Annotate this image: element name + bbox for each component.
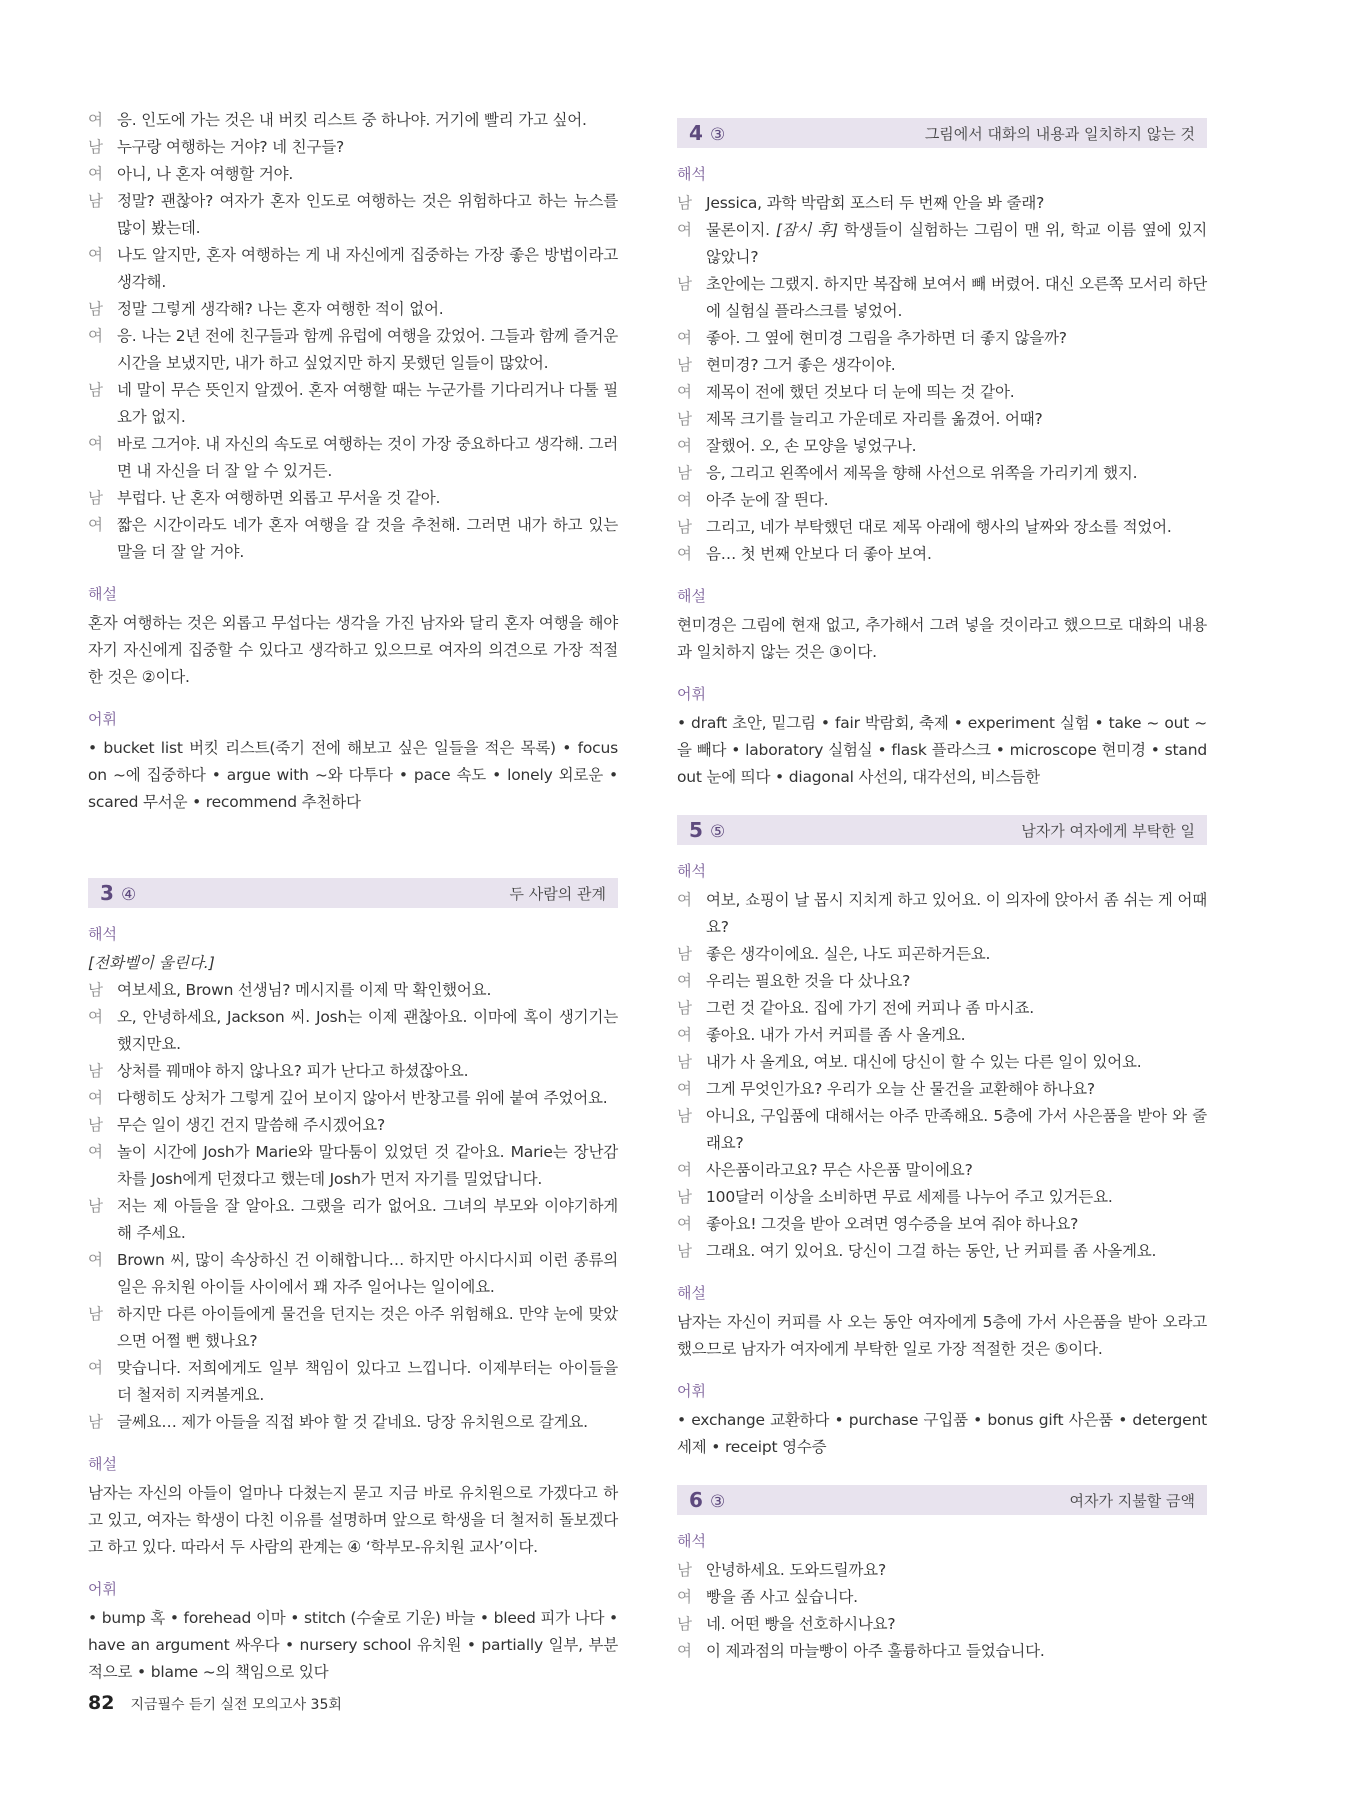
dialogue-line	[677, 433, 1207, 460]
speaker-label: 여	[677, 1026, 692, 1044]
dialogue-text: 사은품이라고요? 무슨 사은품 말이에요?	[706, 1161, 973, 1179]
dialogue-text: 정말 그렇게 생각해? 나는 혼자 여행한 적이 없어.	[117, 300, 444, 318]
dialogue-text: 빵을 좀 사고 싶습니다.	[706, 1588, 858, 1606]
section-label: 해설	[88, 585, 117, 603]
dialogue-line	[677, 1157, 1207, 1184]
dialogue-block	[677, 887, 1207, 1265]
page-footer	[88, 1692, 342, 1714]
dialogue-line	[677, 406, 1207, 433]
dialogue-line	[88, 296, 618, 323]
dialogue-text: 바로 그거야. 내 자신의 속도로 여행하는 것이 가장 중요하다고 생각해. 그러면 내 자신을 더 잘 알 수 있거든.	[117, 435, 618, 480]
speaker-label: 남	[677, 518, 692, 536]
dialogue-text: 우리는 필요한 것을 다 샀나요?	[706, 972, 911, 990]
speaker-label: 여	[677, 1161, 692, 1179]
speaker-label: 여	[88, 1089, 103, 1107]
section-label: 해석	[677, 165, 706, 183]
speaker-label: 남	[88, 1413, 103, 1431]
section-label: 해설	[677, 587, 706, 605]
speaker-label: 여	[88, 1008, 103, 1026]
speaker-label: 남	[677, 464, 692, 482]
speaker-label: 여	[88, 1143, 103, 1161]
dialogue-text: 현미경? 그거 좋은 생각이야.	[706, 356, 896, 374]
speaker-label: 여	[88, 165, 103, 183]
page-number: 82	[88, 1692, 115, 1714]
speaker-label: 남	[677, 194, 692, 212]
dialogue-text: 100달러 이상을 소비하면 무료 세제를 나누어 주고 있거든요.	[706, 1188, 1113, 1206]
section-label: 해석	[88, 925, 117, 943]
dialogue-line	[677, 1211, 1207, 1238]
speaker-label: 남	[88, 1305, 103, 1323]
question-number: 4	[689, 121, 703, 145]
dialogue-text: 좋아. 그 옆에 현미경 그림을 추가하면 더 좋지 않을까?	[706, 329, 1067, 347]
dialogue-text: 응. 인도에 가는 것은 내 버킷 리스트 중 하나야. 거기에 빨리 가고 싶어.	[117, 111, 587, 129]
section-label: 해석	[677, 862, 706, 880]
speaker-label: 남	[88, 300, 103, 318]
question-title: 남자가 여자에게 부탁한 일	[1021, 821, 1195, 840]
dialogue-text: 초안에는 그랬지. 하지만 복잡해 보여서 빼 버렸어. 대신 오른쪽 모서리 하단에 실험실 플라스크를 넣었어.	[706, 275, 1207, 320]
answer-mark: ⑤	[710, 822, 726, 842]
explanation-text: 혼자 여행하는 것은 외롭고 무섭다는 생각을 가진 남자와 달리 혼자 여행을 해야 자기 자신에게 집중할 수 있다고 생각하고 있으므로 여자의 의견으로 가장 적절한 것은 ②이다.	[88, 614, 618, 686]
speaker-label: 여	[677, 491, 692, 509]
dialogue-text: 정말? 괜찮아? 여자가 혼자 인도로 여행하는 것은 위험하다고 하는 뉴스를 많이 봤는데.	[117, 192, 618, 237]
dialogue-text: 제목 크기를 늘리고 가운데로 자리를 옮겼어. 어때?	[706, 410, 1043, 428]
book-title: 지금필수 듣기 실전 모의고사 35회	[130, 1697, 342, 1713]
dialogue-text: Brown 씨, 많이 속상하신 건 이해합니다… 하지만 아시다시피 이런 종류의 일은 유치원 아이들 사이에서 꽤 자주 일어나는 일이에요.	[117, 1251, 618, 1296]
dialogue-line	[677, 1611, 1207, 1638]
dialogue-text: 오, 안녕하세요, Jackson 씨. Josh는 이제 괜찮아요. 이마에 혹이 생기기는 했지만요.	[117, 1008, 618, 1053]
speaker-label: 남	[88, 381, 103, 399]
dialogue-block	[88, 977, 618, 1436]
dialogue-text: 네 말이 무슨 뜻인지 알겠어. 혼자 여행할 때는 누군가를 기다리거나 다툴 필요가 없지.	[117, 381, 618, 426]
dialogue-text: 다행히도 상처가 그렇게 깊어 보이지 않아서 반창고를 위에 붙여 주었어요.	[117, 1089, 608, 1107]
question-number: 6	[689, 1488, 703, 1512]
dialogue-line	[88, 485, 618, 512]
left-column	[88, 107, 618, 1686]
speaker-label: 남	[88, 981, 103, 999]
speaker-label: 남	[677, 1053, 692, 1071]
dialogue-text: 그리고, 네가 부탁했던 대로 제목 아래에 행사의 날짜와 장소를 적었어.	[706, 518, 1172, 536]
speaker-label: 여	[88, 516, 103, 534]
vocab-text: • bucket list 버킷 리스트(죽기 전에 해보고 싶은 일들을 적은 목록) • focus on ~에 집중하다 • argue with ~와 다투다 • pace 속도 • lonely 외로운 • scared 무서운 • recommend 추천하다	[88, 739, 618, 811]
speaker-label: 여	[677, 329, 692, 347]
speaker-label: 남	[88, 1197, 103, 1215]
section-label: 해설	[88, 1455, 117, 1473]
dialogue-line	[88, 161, 618, 188]
dialogue-text: 부럽다. 난 혼자 여행하면 외롭고 무서울 것 같아.	[117, 489, 441, 507]
dialogue-line	[677, 995, 1207, 1022]
dialogue-text: 맞습니다. 저희에게도 일부 책임이 있다고 느낍니다. 이제부터는 아이들을 더 철저히 지켜볼게요.	[117, 1359, 618, 1404]
dialogue-block	[677, 1557, 1207, 1665]
section-label: 어휘	[677, 685, 706, 703]
speaker-label: 여	[88, 246, 103, 264]
question-title: 여자가 지불할 금액	[1069, 1491, 1195, 1510]
speaker-label: 여	[677, 1080, 692, 1098]
dialogue-line	[677, 217, 1207, 271]
dialogue-text: 안녕하세요. 도와드릴까요?	[706, 1561, 886, 1579]
dialogue-text: 아니요, 구입품에 대해서는 아주 만족해요. 5층에 가서 사은품을 받아 와 줄래요?	[706, 1107, 1207, 1152]
speaker-label: 여	[677, 437, 692, 455]
speaker-label: 남	[677, 945, 692, 963]
question-title: 그림에서 대화의 내용과 일치하지 않는 것	[924, 124, 1195, 143]
question-title: 두 사람의 관계	[509, 884, 606, 903]
dialogue-text: 그래요. 여기 있어요. 당신이 그걸 하는 동안, 난 커피를 좀 사올게요.	[706, 1242, 1157, 1260]
speaker-label: 남	[677, 999, 692, 1017]
speaker-label: 남	[88, 138, 103, 156]
dialogue-line	[88, 1409, 618, 1436]
dialogue-line	[677, 541, 1207, 568]
speaker-label: 여	[88, 1251, 103, 1269]
dialogue-line	[88, 188, 618, 242]
section-label: 어휘	[88, 710, 117, 728]
vocab-text: • exchange 교환하다 • purchase 구입품 • bonus gift 사은품 • detergent 세제 • receipt 영수증	[677, 1411, 1207, 1456]
speaker-label: 남	[88, 1116, 103, 1134]
dialogue-line	[677, 1638, 1207, 1665]
dialogue-text: Jessica, 과학 박람회 포스터 두 번째 안을 봐 줄래?	[706, 194, 1045, 212]
dialogue-text: 나도 알지만, 혼자 여행하는 게 내 자신에게 집중하는 가장 좋은 방법이라고 생각해.	[117, 246, 618, 291]
right-column	[677, 107, 1207, 1665]
dialogue-text: 좋아요! 그것을 받아 오려면 영수증을 보여 줘야 하나요?	[706, 1215, 1079, 1233]
speaker-label: 여	[88, 327, 103, 345]
dialogue-text: 하지만 다른 아이들에게 물건을 던지는 것은 아주 위험해요. 만약 눈에 맞았으면 어쩔 뻔 했나요?	[117, 1305, 618, 1350]
dialogue-block	[677, 190, 1207, 568]
speaker-label: 남	[677, 410, 692, 428]
dialogue-line	[88, 1004, 618, 1058]
speaker-label: 여	[677, 972, 692, 990]
speaker-label: 남	[677, 1615, 692, 1633]
section-label: 어휘	[88, 1580, 117, 1598]
stage-direction: [전화벨이 울린다.]	[88, 954, 215, 972]
question-number: 5	[689, 818, 703, 842]
dialogue-line	[88, 242, 618, 296]
speaker-label: 남	[88, 192, 103, 210]
dialogue-line	[88, 431, 618, 485]
dialogue-line	[677, 941, 1207, 968]
speaker-label: 여	[677, 1588, 692, 1606]
dialogue-text: 여보, 쇼핑이 날 몹시 지치게 하고 있어요. 이 의자에 앉아서 좀 쉬는 게 어때요?	[706, 891, 1207, 936]
speaker-label: 남	[677, 1188, 692, 1206]
dialogue-line	[677, 460, 1207, 487]
dialogue-text: 네. 어떤 빵을 선호하시나요?	[706, 1615, 896, 1633]
dialogue-text: 짧은 시간이라도 네가 혼자 여행을 갈 것을 추천해. 그러면 내가 하고 있는 말을 더 잘 알 거야.	[117, 516, 618, 561]
speaker-label: 남	[677, 1107, 692, 1125]
answer-mark: ③	[710, 1492, 726, 1512]
speaker-label: 여	[677, 221, 692, 239]
dialogue-line	[88, 1139, 618, 1193]
dialogue-text: 상처를 꿰매야 하지 않나요? 피가 난다고 하셨잖아요.	[117, 1062, 469, 1080]
speaker-label: 남	[677, 1561, 692, 1579]
speaker-label: 여	[677, 1215, 692, 1233]
dialogue-line	[677, 1557, 1207, 1584]
vocab-text: • bump 혹 • forehead 이마 • stitch (수술로 기운) 바늘 • bleed 피가 나다 • have an argument 싸우다 • nursery school 유치원 • partially 일부, 부분적으로 • blame ~의 책임으로 있다	[88, 1609, 618, 1681]
speaker-label: 남	[677, 1242, 692, 1260]
speaker-label: 남	[88, 489, 103, 507]
dialogue-line	[88, 323, 618, 377]
dialogue-line	[677, 514, 1207, 541]
dialogue-text: 무슨 일이 생긴 건지 말씀해 주시겠어요?	[117, 1116, 386, 1134]
dialogue-line	[677, 190, 1207, 217]
dialogue-text: 잘했어. 오, 손 모양을 넣었구나.	[706, 437, 917, 455]
dialogue-line	[88, 1355, 618, 1409]
dialogue-text: 여보세요, Brown 선생님? 메시지를 이제 막 확인했어요.	[117, 981, 492, 999]
dialogue-text: 좋은 생각이에요. 실은, 나도 피곤하거든요.	[706, 945, 991, 963]
speaker-label: 남	[677, 275, 692, 293]
dialogue-line	[88, 1112, 618, 1139]
dialogue-text: 그런 것 같아요. 집에 가기 전에 커피나 좀 마시죠.	[706, 999, 1034, 1017]
dialogue-text: 응, 그리고 왼쪽에서 제목을 향해 사선으로 위쪽을 가리키게 했지.	[706, 464, 1138, 482]
dialogue-line	[677, 379, 1207, 406]
explanation-text: 남자는 자신의 아들이 얼마나 다쳤는지 묻고 지금 바로 유치원으로 가겠다고 하고 있고, 여자는 학생이 다친 이유를 설명하며 앞으로 학생을 더 철저히 돌보겠다고 하고 있다. 따라서 두 사람의 관계는 ④ ‘학부모-유치원 교사’이다.	[88, 1484, 618, 1556]
answer-mark: ④	[121, 885, 137, 905]
speaker-label: 여	[677, 891, 692, 909]
dialogue-line	[88, 377, 618, 431]
speaker-label: 남	[88, 1062, 103, 1080]
dialogue-text: 아주 눈에 잘 띈다.	[706, 491, 829, 509]
dialogue-text: 좋아요. 내가 가서 커피를 좀 사 올게요.	[706, 1026, 966, 1044]
vocab-text: • draft 초안, 밑그림 • fair 박람회, 축제 • experiment 실험 • take ~ out ~을 빼다 • laboratory 실험실 • flask 플라스크 • microscope 현미경 • stand out 눈에 띄다 • diagonal 사선의, 대각선의, 비스듬한	[677, 714, 1207, 786]
dialogue-text: 응. 나는 2년 전에 친구들과 함께 유럽에 여행을 갔었어. 그들과 함께 즐거운 시간을 보냈지만, 내가 하고 싶었지만 하지 못했던 일들이 많았어.	[117, 327, 618, 372]
dialogue-line	[88, 1193, 618, 1247]
dialogue-line	[88, 512, 618, 566]
question-header-6	[677, 1485, 1207, 1515]
dialogue-text: 음… 첫 번째 안보다 더 좋아 보여.	[706, 545, 932, 563]
dialogue-line	[677, 968, 1207, 995]
dialogue-text: 글쎄요… 제가 아들을 직접 봐야 할 것 같네요. 당장 유치원으로 갈게요.	[117, 1413, 588, 1431]
speaker-label: 여	[88, 111, 103, 129]
speaker-label: 여	[677, 1642, 692, 1660]
dialogue-text: 저는 제 아들을 잘 알아요. 그랬을 리가 없어요. 그녀의 부모와 이야기하게 해 주세요.	[117, 1197, 618, 1242]
explanation-text: 현미경은 그림에 현재 없고, 추가해서 그려 넣을 것이라고 했으므로 대화의 내용과 일치하지 않는 것은 ③이다.	[677, 616, 1207, 661]
answer-mark: ③	[710, 125, 726, 145]
dialogue-line	[677, 1076, 1207, 1103]
dialogue-line	[677, 1238, 1207, 1265]
question-header-4	[677, 118, 1207, 148]
dialogue-line	[677, 1049, 1207, 1076]
dialogue-line	[88, 1058, 618, 1085]
dialogue-line	[677, 487, 1207, 514]
dialogue-line	[88, 134, 618, 161]
speaker-label: 여	[677, 545, 692, 563]
section-label: 해석	[677, 1532, 706, 1550]
dialogue-text: 물론이지. [잠시 후] 학생들이 실험하는 그림이 맨 위, 학교 이름 옆에 있지 않았니?	[706, 221, 1207, 266]
dialogue-line	[88, 1301, 618, 1355]
dialogue-line	[677, 1103, 1207, 1157]
dialogue-line	[677, 325, 1207, 352]
question-number: 3	[100, 881, 114, 905]
dialogue-text: 놀이 시간에 Josh가 Marie와 말다툼이 있었던 것 같아요. Marie는 장난감 차를 Josh에게 던졌다고 했는데 Josh가 먼저 자기를 밀었답니다.	[117, 1143, 618, 1188]
dialogue-line	[677, 1184, 1207, 1211]
dialogue-line	[88, 977, 618, 1004]
section-label: 어휘	[677, 1382, 706, 1400]
speaker-label: 여	[88, 435, 103, 453]
dialogue-line	[88, 1247, 618, 1301]
section-label: 해설	[677, 1284, 706, 1302]
dialogue-line	[677, 1022, 1207, 1049]
dialogue-text: 이 제과점의 마늘빵이 아주 훌륭하다고 들었습니다.	[706, 1642, 1045, 1660]
dialogue-line	[88, 107, 618, 134]
dialogue-line	[88, 1085, 618, 1112]
dialogue-line	[677, 352, 1207, 379]
dialogue-text: 그게 무엇인가요? 우리가 오늘 산 물건을 교환해야 하나요?	[706, 1080, 1095, 1098]
dialogue-text: 내가 사 올게요, 여보. 대신에 당신이 할 수 있는 다른 일이 있어요.	[706, 1053, 1142, 1071]
speaker-label: 여	[88, 1359, 103, 1377]
dialogue-line	[677, 887, 1207, 941]
question-header-5	[677, 815, 1207, 845]
dialogue-line	[677, 1584, 1207, 1611]
speaker-label: 남	[677, 356, 692, 374]
speaker-label: 여	[677, 383, 692, 401]
dialogue-text: 누구랑 여행하는 거야? 네 친구들?	[117, 138, 345, 156]
dialogue-line	[677, 271, 1207, 325]
dialogue-text: 제목이 전에 했던 것보다 더 눈에 띄는 것 같아.	[706, 383, 1015, 401]
dialogue-block	[88, 107, 618, 566]
explanation-text: 남자는 자신이 커피를 사 오는 동안 여자에게 5층에 가서 사은품을 받아 오라고 했으므로 남자가 여자에게 부탁한 일로 가장 적절한 것은 ⑤이다.	[677, 1313, 1207, 1358]
dialogue-text: 아니, 나 혼자 여행할 거야.	[117, 165, 294, 183]
question-header-3	[88, 878, 618, 908]
